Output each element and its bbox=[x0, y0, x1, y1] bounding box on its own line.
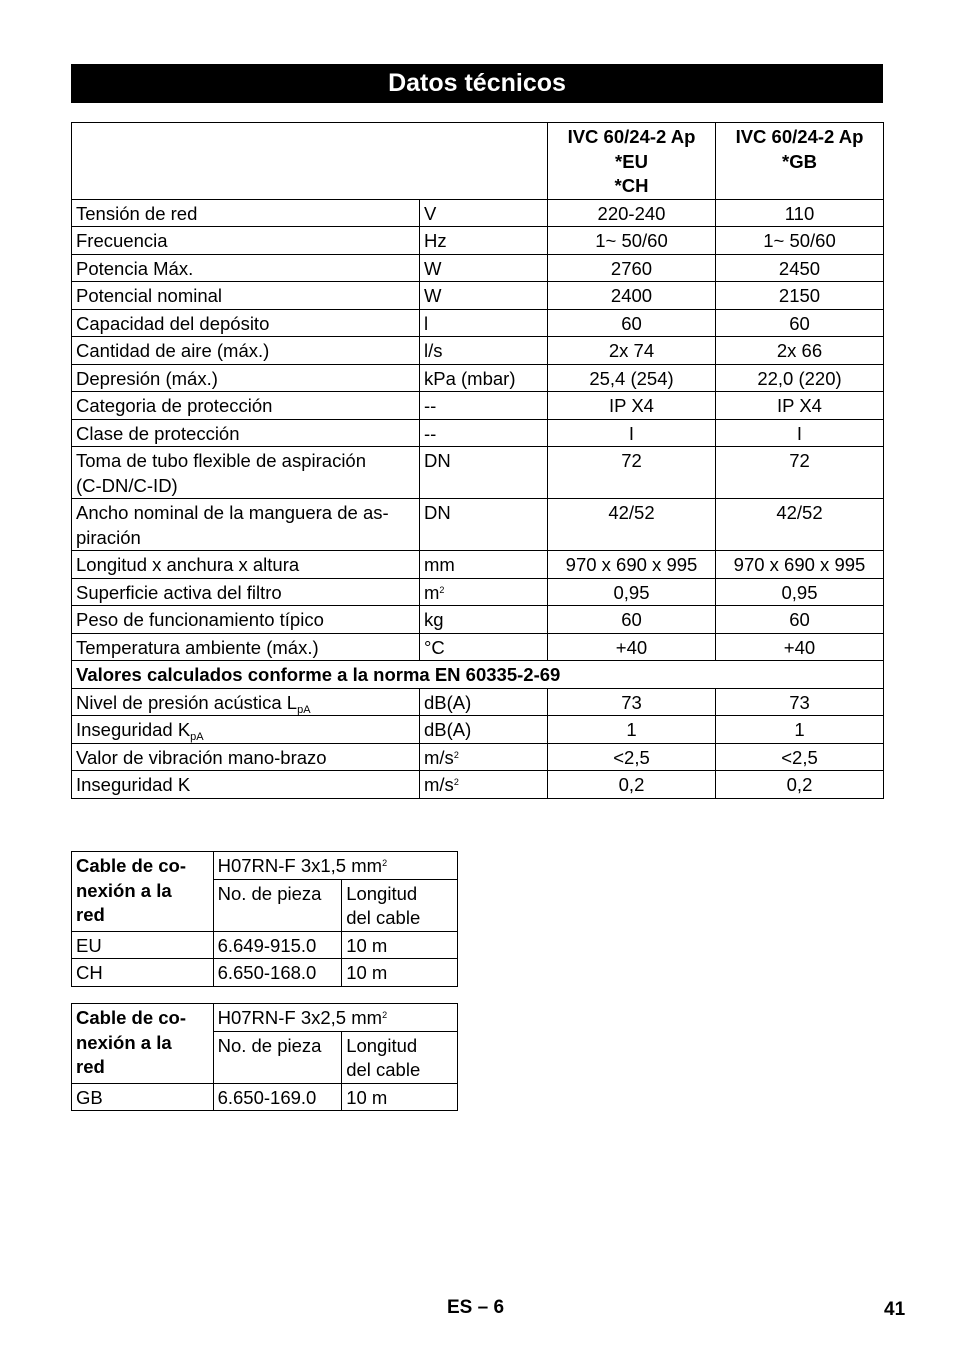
page-title-text: Datos técnicos bbox=[388, 69, 566, 97]
row-unit: W bbox=[420, 282, 548, 310]
row-unit: DN bbox=[420, 447, 548, 499]
part-number-header: No. de pieza bbox=[213, 879, 342, 931]
row-label: Peso de funcionamiento típico bbox=[72, 606, 420, 634]
cable-type-row bbox=[72, 852, 458, 880]
model-header-1: IVC 60/24-2 Ap *EU *CH bbox=[548, 123, 716, 200]
table-row bbox=[72, 447, 884, 499]
row-unit: $m^2$ bbox=[420, 578, 548, 606]
row-label: Tensión de red bbox=[72, 199, 420, 227]
row-unit: -- bbox=[420, 392, 548, 420]
row-value-1: 970 x 690 x 995 bbox=[548, 551, 716, 579]
cable-part-number: 6.649-915.0 bbox=[213, 931, 342, 959]
row-label: Valor de vibración mano-brazo bbox=[72, 743, 420, 771]
row-label: Ancho nominal de la manguera de as- piración bbox=[72, 499, 420, 551]
row-value-2: 2x 66 bbox=[716, 337, 884, 365]
row-unit: DN bbox=[420, 499, 548, 551]
model-header-2: IVC 60/24-2 Ap *GB bbox=[716, 123, 884, 200]
row-value-1: 0,95 bbox=[548, 578, 716, 606]
row-value-2: 22,0 (220) bbox=[716, 364, 884, 392]
cable-length-header: Longitud del cable bbox=[342, 879, 458, 931]
row-value-1: IP X4 bbox=[548, 392, 716, 420]
table-row bbox=[72, 1083, 458, 1111]
row-unit: -- bbox=[420, 419, 548, 447]
row-unit: °C bbox=[420, 633, 548, 661]
table-row bbox=[72, 254, 884, 282]
cable-table-eu-ch bbox=[71, 851, 458, 987]
table-row bbox=[72, 419, 884, 447]
row-value-1: +40 bbox=[548, 633, 716, 661]
tech-data-table bbox=[71, 122, 884, 799]
row-value-1: 1~ 50/60 bbox=[548, 227, 716, 255]
table-row bbox=[72, 227, 884, 255]
table-row bbox=[72, 499, 884, 551]
row-value-2: 2150 bbox=[716, 282, 884, 310]
row-label: Clase de protección bbox=[72, 419, 420, 447]
table-row bbox=[72, 931, 458, 959]
row-value-1: 220-240 bbox=[548, 199, 716, 227]
row-value-2: I bbox=[716, 419, 884, 447]
row-value-2: 2450 bbox=[716, 254, 884, 282]
row-value-1: 2400 bbox=[548, 282, 716, 310]
table-row bbox=[72, 392, 884, 420]
row-label: Nivel de presión acústica $L_{pA}$ bbox=[72, 688, 420, 716]
cable-length: 10 m bbox=[342, 931, 458, 959]
table-row bbox=[72, 309, 884, 337]
table-row bbox=[72, 282, 884, 310]
row-value-1: 60 bbox=[548, 606, 716, 634]
row-value-1: <2,5 bbox=[548, 743, 716, 771]
row-label: Toma de tubo flexible de aspiración (C-DN/C-ID) bbox=[72, 447, 420, 499]
row-label: Cantidad de aire (máx.) bbox=[72, 337, 420, 365]
row-label: Categoria de protección bbox=[72, 392, 420, 420]
row-value-2: <2,5 bbox=[716, 743, 884, 771]
table-row bbox=[72, 578, 884, 606]
row-label: Frecuencia bbox=[72, 227, 420, 255]
page-number: 41 bbox=[884, 1299, 906, 1320]
cable-type: H07RN-F 3x1,5 $mm^2$ bbox=[213, 852, 457, 880]
row-value-2: 72 bbox=[716, 447, 884, 499]
row-label: Inseguridad $K_{pA}$ bbox=[72, 716, 420, 744]
row-value-1: 25,4 (254) bbox=[548, 364, 716, 392]
row-value-2: 42/52 bbox=[716, 499, 884, 551]
row-unit: kg bbox=[420, 606, 548, 634]
cable-length: 10 m bbox=[342, 959, 458, 987]
row-label: Inseguridad K bbox=[72, 771, 420, 799]
row-value-2: +40 bbox=[716, 633, 884, 661]
row-value-2: 60 bbox=[716, 606, 884, 634]
table-row bbox=[72, 551, 884, 579]
section-heading-row bbox=[72, 661, 884, 689]
table-row bbox=[72, 959, 458, 987]
cable-heading: Cable de co- nexión a la red bbox=[72, 852, 214, 932]
row-value-1: 73 bbox=[548, 688, 716, 716]
row-label: Capacidad del depósito bbox=[72, 309, 420, 337]
row-label: Temperatura ambiente (máx.) bbox=[72, 633, 420, 661]
cable-part-number: 6.650-169.0 bbox=[213, 1083, 342, 1111]
row-value-1: 0,2 bbox=[548, 771, 716, 799]
cable-region: CH bbox=[72, 959, 214, 987]
table-row bbox=[72, 364, 884, 392]
header-blank-cell bbox=[72, 123, 548, 200]
cable-type-row bbox=[72, 1004, 458, 1032]
table-row bbox=[72, 688, 884, 716]
row-label: Superficie activa del filtro bbox=[72, 578, 420, 606]
footer-section-label: ES – 6 bbox=[447, 1297, 505, 1318]
table-row bbox=[72, 716, 884, 744]
cable-part-number: 6.650-168.0 bbox=[213, 959, 342, 987]
row-label: Potencial nominal bbox=[72, 282, 420, 310]
part-number-header: No. de pieza bbox=[213, 1031, 342, 1083]
cable-heading: Cable de co- nexión a la red bbox=[72, 1004, 214, 1084]
table-row bbox=[72, 743, 884, 771]
row-unit: W bbox=[420, 254, 548, 282]
section-heading: Valores calculados conforme a la norma EN 60335-2-69 bbox=[72, 661, 884, 689]
row-value-2: 1 bbox=[716, 716, 884, 744]
row-value-1: 2x 74 bbox=[548, 337, 716, 365]
row-unit: dB(A) bbox=[420, 716, 548, 744]
row-unit: mm bbox=[420, 551, 548, 579]
row-value-2: 110 bbox=[716, 199, 884, 227]
row-value-1: 42/52 bbox=[548, 499, 716, 551]
cable-length: 10 m bbox=[342, 1083, 458, 1111]
row-value-1: 60 bbox=[548, 309, 716, 337]
row-value-2: 60 bbox=[716, 309, 884, 337]
row-unit: kPa (mbar) bbox=[420, 364, 548, 392]
row-value-1: 1 bbox=[548, 716, 716, 744]
row-value-2: 1~ 50/60 bbox=[716, 227, 884, 255]
row-unit: l/s bbox=[420, 337, 548, 365]
table-row bbox=[72, 771, 884, 799]
row-unit: $m/s^2$ bbox=[420, 743, 548, 771]
row-unit: Hz bbox=[420, 227, 548, 255]
table-row bbox=[72, 337, 884, 365]
cable-type: H07RN-F 3x2,5 $mm^2$ bbox=[213, 1004, 457, 1032]
table-header-row bbox=[72, 123, 884, 200]
cable-table-gb bbox=[71, 1003, 458, 1111]
table-row bbox=[72, 606, 884, 634]
cable-length-header: Longitud del cable bbox=[342, 1031, 458, 1083]
row-unit: dB(A) bbox=[420, 688, 548, 716]
table-row bbox=[72, 633, 884, 661]
row-unit: V bbox=[420, 199, 548, 227]
row-value-2: 0,2 bbox=[716, 771, 884, 799]
row-value-2: 73 bbox=[716, 688, 884, 716]
row-value-2: IP X4 bbox=[716, 392, 884, 420]
table-row bbox=[72, 199, 884, 227]
row-label: Depresión (máx.) bbox=[72, 364, 420, 392]
row-value-2: 0,95 bbox=[716, 578, 884, 606]
cable-region: GB bbox=[72, 1083, 214, 1111]
row-unit: $m/s^2$ bbox=[420, 771, 548, 799]
row-value-1: 72 bbox=[548, 447, 716, 499]
cable-region: EU bbox=[72, 931, 214, 959]
page-title bbox=[71, 64, 883, 103]
row-value-2: 970 x 690 x 995 bbox=[716, 551, 884, 579]
row-value-1: I bbox=[548, 419, 716, 447]
row-label: Potencia Máx. bbox=[72, 254, 420, 282]
row-label: Longitud x anchura x altura bbox=[72, 551, 420, 579]
row-unit: l bbox=[420, 309, 548, 337]
row-value-1: 2760 bbox=[548, 254, 716, 282]
